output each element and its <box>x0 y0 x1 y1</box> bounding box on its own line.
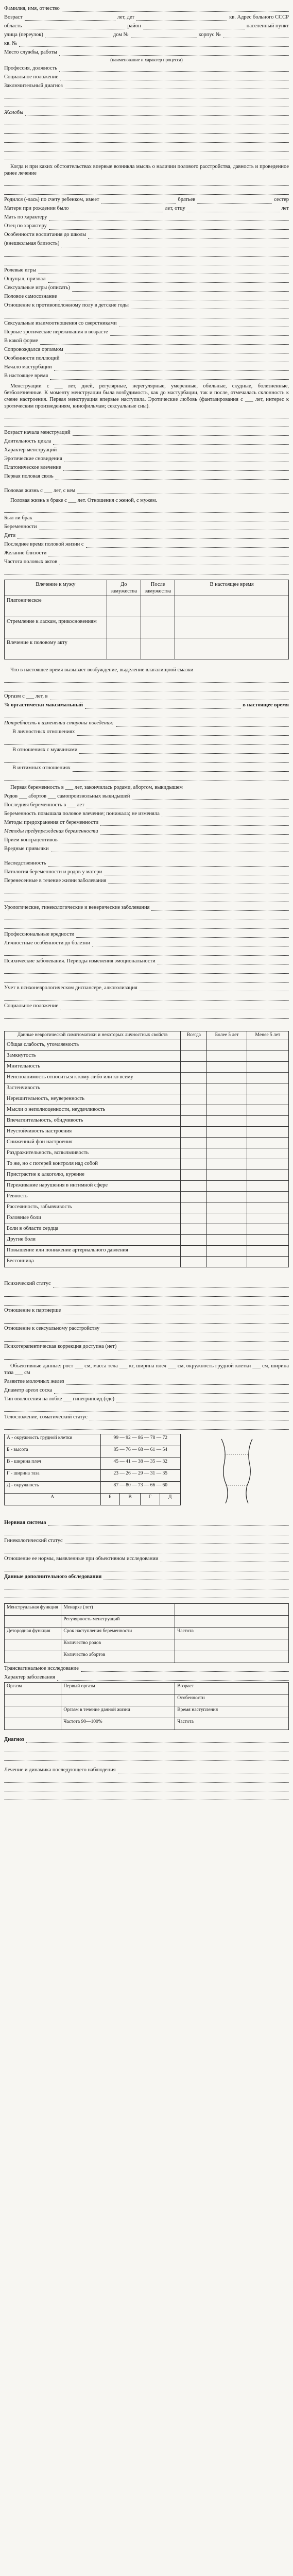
blank-line[interactable] <box>4 99 289 107</box>
corpus-field[interactable] <box>223 32 289 38</box>
physical-label: Объективные данные: рост ___ см, масса тела ___ кг, ширина плеч ___ см, окружность грудной клетки ___ см, ширина таза ___ см <box>4 1363 289 1376</box>
table-row: Стремление к ласкам, прикосновениям <box>5 617 289 638</box>
work-row <box>4 48 289 56</box>
symptom-cell[interactable] <box>207 1040 247 1050</box>
symptom-cell[interactable] <box>247 1202 288 1213</box>
orgasm-row: Оргазм с ___ лет, в <box>4 693 289 700</box>
district-label: район <box>127 23 141 29</box>
fio-label: Фамилия, имя, отчество <box>4 5 60 11</box>
desire-row: Желание близости <box>4 549 289 556</box>
column-letter: Б <box>100 1493 120 1505</box>
table-header: Более 5 лет <box>207 1031 247 1040</box>
psych-row: Психический статус <box>4 1280 289 1287</box>
exam-row: Отношение ее нормы, выявленные при объективном исследовании <box>4 1555 289 1562</box>
age-field[interactable] <box>25 14 115 21</box>
table-row: Раздражительность, вспыльчивость <box>5 1148 289 1159</box>
symptom-cell[interactable] <box>181 1224 207 1234</box>
symptom-cell[interactable] <box>207 1083 247 1094</box>
mother-character-row: Мать по характеру <box>4 214 289 221</box>
profession-label: Профессия, должность <box>4 65 57 72</box>
symptom-cell[interactable] <box>207 1137 247 1148</box>
table-header: После замужества <box>141 580 175 596</box>
questions-text: Когда и при каких обстоятельствах впервые возникла мысль о наличии полового расстройства, давность и проведенное ранее лечение <box>4 164 289 177</box>
age-label: Возраст <box>4 14 23 20</box>
nervous-row: Нервная система <box>4 1519 289 1526</box>
clin-char-row: Характер заболевания <box>4 1673 289 1681</box>
pregnancies-row: Беременности <box>4 523 289 530</box>
gyn-row: Гинекологический статус <box>4 1537 289 1544</box>
table-row: Головные боли <box>5 1213 289 1224</box>
social-label: Социальное положение <box>4 74 59 80</box>
symptom-cell[interactable] <box>247 1094 288 1105</box>
symptom-cell[interactable] <box>181 1083 207 1094</box>
street-row <box>4 31 289 38</box>
father-character-row: Отец по характеру <box>4 223 289 230</box>
column-letter: Г <box>140 1493 160 1505</box>
table-row: Г - ширина таза 23 — 26 — 29 — 31 — 35 <box>5 1469 181 1481</box>
symptom-cell[interactable] <box>181 1245 207 1256</box>
coitus-row: Частота половых актов <box>4 558 289 565</box>
symptom-cell[interactable] <box>247 1224 288 1234</box>
relations-row: Половая жизнь с ___ лет, с кем <box>4 487 289 494</box>
table-header: Данные невротической симптоматики и некоторых личностных свойств <box>5 1031 181 1040</box>
behavior-items: Потребность в изменении стороны поведения: В личностных отношениях В отношениях с мужчинами В интимных отношениях Первая беременность в ___ лет, закончилась родами, абортом, выкидышем Родов ___ абортов ___ самопроизвольных выкидышей Последняя беременность в ___ лет Беременность повышала половое влечение; понижала; не изменяла Методы предохранения от беременности Методы предупреждения беременности Прием контрацептивов Вредные привычки <box>4 720 289 852</box>
table-row: Ревность <box>5 1191 289 1202</box>
orgasm-table: Оргазм Первый оргазм Возраст Особенности Оргазм в течение данной жизни Время наступления Частота 90—100% Частота <box>4 1682 289 1730</box>
profession-row <box>4 64 289 72</box>
region-label: область <box>4 23 22 29</box>
symptom-cell[interactable] <box>247 1083 288 1094</box>
symptom-cell[interactable] <box>247 1040 288 1050</box>
region-field[interactable] <box>24 23 125 29</box>
table-header: До замужества <box>107 580 141 596</box>
sexual-items: Ролевые игры Ощущал, признал Сексуальные игры (описать) Половое самосознание Отношение к противоположному полу в детские годы Сексуальные взаимоотношения со сверстниками Первые эротические переживания в возрасте В какой форме Сопровождался оргазмом Особенности поллюций Начало мастурбации В настоящее время <box>4 267 289 380</box>
symptom-cell[interactable] <box>247 1191 288 1202</box>
skin-row: Развитие молочных желез <box>4 1378 289 1385</box>
birth-field[interactable] <box>136 14 227 21</box>
spouse-treat-row: Отношение к сексуальному расстройству <box>4 1325 289 1332</box>
final-diagnosis-label: Заключительный диагноз <box>4 83 63 89</box>
school-row: (внешкольная близость) <box>4 240 289 247</box>
table-header: Влечение к мужу <box>5 580 107 596</box>
apt-row <box>4 40 289 47</box>
apt-field[interactable] <box>19 41 289 47</box>
apt-label: кв. № <box>4 40 18 46</box>
social-row <box>4 73 289 80</box>
born-label: Родился (-лась) по счету ребенком, имеет <box>4 197 99 203</box>
mother-age-row: Матери при рождении было лет, отцу лет <box>4 206 289 212</box>
symptom-cell[interactable] <box>181 1040 207 1050</box>
stim-label: Что в настоящее время вызывает возбуждение, выделение влагалищной смазки <box>10 667 194 673</box>
complaints-field[interactable] <box>25 110 289 116</box>
table-row: Мысли о неполноценности, неудачливость <box>5 1105 289 1115</box>
upbringing-row: Особенности воспитания до школы <box>4 231 289 239</box>
history-section: Наследственность Патология беременности и родов у матери Перенесенные в течение жизни заболевания Урологические, гинекологические и венерические заболевания Профессиональные вредности Личностные особенности до болезни Психические заболевания. Периоды изменения эмоциональности Учет в психоневрологическом диспансере, алкоголизация Социальное положение <box>4 859 289 1019</box>
symptom-cell[interactable] <box>207 1061 247 1072</box>
table-row: Неустойчивость настроения <box>5 1126 289 1137</box>
symptom-cell[interactable] <box>247 1170 288 1180</box>
symptom-cell[interactable] <box>181 1180 207 1191</box>
symptom-cell[interactable] <box>247 1072 288 1083</box>
fio-row <box>4 5 289 12</box>
symptom-cell[interactable] <box>181 1050 207 1061</box>
symptom-cell[interactable] <box>207 1159 247 1170</box>
table-row: Замкнутость <box>5 1050 289 1061</box>
symptom-cell[interactable] <box>181 1115 207 1126</box>
supervisor-row <box>4 82 289 89</box>
symptom-cell[interactable] <box>181 1202 207 1213</box>
symptom-cell[interactable] <box>247 1137 288 1148</box>
work-note: (наименование и характер процесса) <box>110 57 183 62</box>
symptom-cell[interactable] <box>247 1061 288 1072</box>
symptom-cell[interactable] <box>181 1061 207 1072</box>
symptom-cell[interactable] <box>247 1148 288 1159</box>
house-field[interactable] <box>131 32 197 38</box>
social-field[interactable] <box>60 74 289 80</box>
body-silhouette-icon <box>185 1434 289 1506</box>
born-row: Родился (-лась) по счету ребенком, имеет братьев сестер <box>4 197 289 203</box>
symptom-cell[interactable] <box>247 1105 288 1115</box>
symptom-cell[interactable] <box>207 1115 247 1126</box>
hair-row: Диаметр ареол соска <box>4 1386 289 1394</box>
symptom-cell[interactable] <box>207 1202 247 1213</box>
address-label: кв. Адрес больного СССР <box>229 14 289 20</box>
menstrual-table: Менструальная функция Менархе (лет) Регулярность менструаций Детородная функция Срок наступления беременности Частота Количество родов Количество абортов <box>4 1603 289 1663</box>
blank-line[interactable] <box>4 91 289 98</box>
symptom-cell[interactable] <box>247 1256 288 1267</box>
body-table <box>4 1434 181 1505</box>
symptom-cell[interactable] <box>207 1170 247 1180</box>
complaints-lines <box>4 117 289 160</box>
symptom-cell[interactable] <box>207 1148 247 1159</box>
psych-status-row: Психотерапевтическая коррекция доступна (нет) <box>4 1343 289 1350</box>
symptoms-table <box>4 1031 289 1267</box>
table-row: Другие боли <box>5 1234 289 1245</box>
sexual-paragraph: Менструации с ___ лет, дней, регулярные, нерегулярные, умеренные, обильные, скудные, болезненные, безболезненные. К моменту менструации была возбудимость, как до мастурбации, так и после, отмечалась склонность к смене настроения. Первая менструация впервые наступила. Эротические любовь (фантазирования с ___ лет, интерес к эротическим произведениям, кинофильмам; сексуальные сны). <box>4 383 289 409</box>
symptom-cell[interactable] <box>247 1234 288 1245</box>
diagnosis-row: Диагноз <box>4 1736 289 1743</box>
table-row: Сниженный фон настроения <box>5 1137 289 1148</box>
symptom-cell[interactable] <box>247 1180 288 1191</box>
symptom-cell[interactable] <box>181 1126 207 1137</box>
corpus-label: корпус № <box>198 31 221 38</box>
house-label: дом № <box>113 31 129 38</box>
column-letter: В <box>120 1493 141 1505</box>
table-header: Менее 5 лет <box>247 1031 288 1040</box>
symptom-cell[interactable] <box>207 1072 247 1083</box>
symptom-cell[interactable] <box>207 1191 247 1202</box>
table-row: Повышение или понижение артериального давления <box>5 1245 289 1256</box>
extra-row: Данные дополнительного обследования <box>4 1573 289 1580</box>
age-row <box>4 13 289 21</box>
symptom-cell[interactable] <box>181 1137 207 1148</box>
symptom-cell[interactable] <box>247 1050 288 1061</box>
symptom-cell[interactable] <box>207 1224 247 1234</box>
symptom-cell[interactable] <box>181 1094 207 1105</box>
table-header: В настоящее время <box>175 580 289 596</box>
somatic-row: Телосложение, соматический статус <box>4 1413 289 1420</box>
symptom-cell[interactable] <box>181 1191 207 1202</box>
symptom-cell[interactable] <box>207 1126 247 1137</box>
work-label: Место службы, работы <box>4 49 57 55</box>
symptom-cell[interactable] <box>247 1159 288 1170</box>
symptom-cell[interactable] <box>181 1105 207 1115</box>
symptom-cell[interactable] <box>247 1213 288 1224</box>
street-label: улица (переулок) <box>4 31 43 38</box>
symptom-cell[interactable] <box>247 1245 288 1256</box>
symptom-cell[interactable] <box>247 1126 288 1137</box>
table-row: Впечатлительность, обидчивость <box>5 1115 289 1126</box>
table-row: Нерешительность, неуверенность <box>5 1094 289 1105</box>
table-row: Пристрастие к алкоголю, курение <box>5 1170 289 1180</box>
table-row: Мнительность <box>5 1061 289 1072</box>
complaints-row <box>4 109 289 116</box>
symptom-cell[interactable] <box>207 1234 247 1245</box>
profession-field[interactable] <box>59 65 289 72</box>
table-row: Общая слабость, утомляемость <box>5 1040 289 1050</box>
desire-table <box>4 580 289 659</box>
relations-text: Половая жизнь в браке с ___ лет. Отношения с женой, с мужем. <box>10 498 158 503</box>
body-measurements <box>4 1434 289 1506</box>
table-row: Застенчивость <box>5 1083 289 1094</box>
final-diagnosis-field[interactable] <box>65 83 289 89</box>
complaints-label: Жалобы <box>4 110 24 116</box>
type-row: Тип оволосения на лобке ___ гинегрипоид (где) <box>4 1395 289 1402</box>
symptom-cell[interactable] <box>207 1245 247 1256</box>
table-row: То же, но с потерей контроля над собой <box>5 1159 289 1170</box>
table-row: Рассеянность, забывчивость <box>5 1202 289 1213</box>
work-field[interactable] <box>59 49 289 56</box>
children-row: Дети <box>4 532 289 539</box>
table-row: Переживание нарушения в интимной сфере <box>5 1180 289 1191</box>
street-field[interactable] <box>45 32 111 38</box>
table-row: А - окружность грудной клетки 99 — 92 — 86 — 78 — 72 <box>5 1434 181 1446</box>
symptom-cell[interactable] <box>181 1213 207 1224</box>
table-header: Всегда <box>181 1031 207 1040</box>
orgasm-pct-row: % оргастически максимальный в настоящее время <box>4 702 289 708</box>
symptom-cell[interactable] <box>181 1256 207 1267</box>
table-row: В - ширина плеч 45 — 41 — 38 — 35 — 32 <box>5 1458 181 1469</box>
table-row: Д - окружность 87 — 80 — 73 — 66 — 60 <box>5 1481 181 1493</box>
table-row: Боли в области сердца <box>5 1224 289 1234</box>
region-row <box>4 22 289 29</box>
partner-rel-row: Отношение к партнерше <box>4 1307 289 1314</box>
column-letter: Д <box>160 1493 180 1505</box>
symptom-cell[interactable] <box>207 1180 247 1191</box>
settlement-label: населенный пункт <box>246 23 289 29</box>
symptom-cell[interactable] <box>207 1105 247 1115</box>
table-row: Б - высота 85 — 76 — 68 — 61 — 54 <box>5 1446 181 1458</box>
questions-lines <box>4 178 289 195</box>
recommend-row: Лечение и динамика последующего наблюдения <box>4 1766 289 1773</box>
partner-section-row: Последнее время половой жизни с <box>4 540 289 548</box>
transvaginal-row: Трансвагинальное исследование <box>4 1665 289 1672</box>
table-row: Бессонница <box>5 1256 289 1267</box>
symptom-cell[interactable] <box>181 1170 207 1180</box>
table-row: Платоническое <box>5 596 289 617</box>
birth-label: лет, дет <box>117 14 135 20</box>
symptom-cell[interactable] <box>207 1050 247 1061</box>
symptom-cell[interactable] <box>247 1115 288 1126</box>
symptom-cell[interactable] <box>181 1148 207 1159</box>
district-field[interactable] <box>143 23 245 29</box>
column-letter: А <box>5 1493 101 1505</box>
fio-field[interactable] <box>62 6 289 12</box>
marriage-row: Был ли брак <box>4 514 289 521</box>
symptom-cell[interactable] <box>207 1256 247 1267</box>
symptom-cell[interactable] <box>207 1094 247 1105</box>
symptom-cell[interactable] <box>181 1072 207 1083</box>
table-row: Влечение к половому акту <box>5 638 289 659</box>
symptom-cell[interactable] <box>181 1234 207 1245</box>
sexual-items-2: Возраст начала менструаций Длительность цикла Характер менструаций Эротические сновидения Платоническое влечение Первая половая связь <box>4 429 289 480</box>
symptom-cell[interactable] <box>181 1159 207 1170</box>
table-row: Неисполнимость относиться к кому-либо или ко всему <box>5 1072 289 1083</box>
symptom-cell[interactable] <box>207 1213 247 1224</box>
